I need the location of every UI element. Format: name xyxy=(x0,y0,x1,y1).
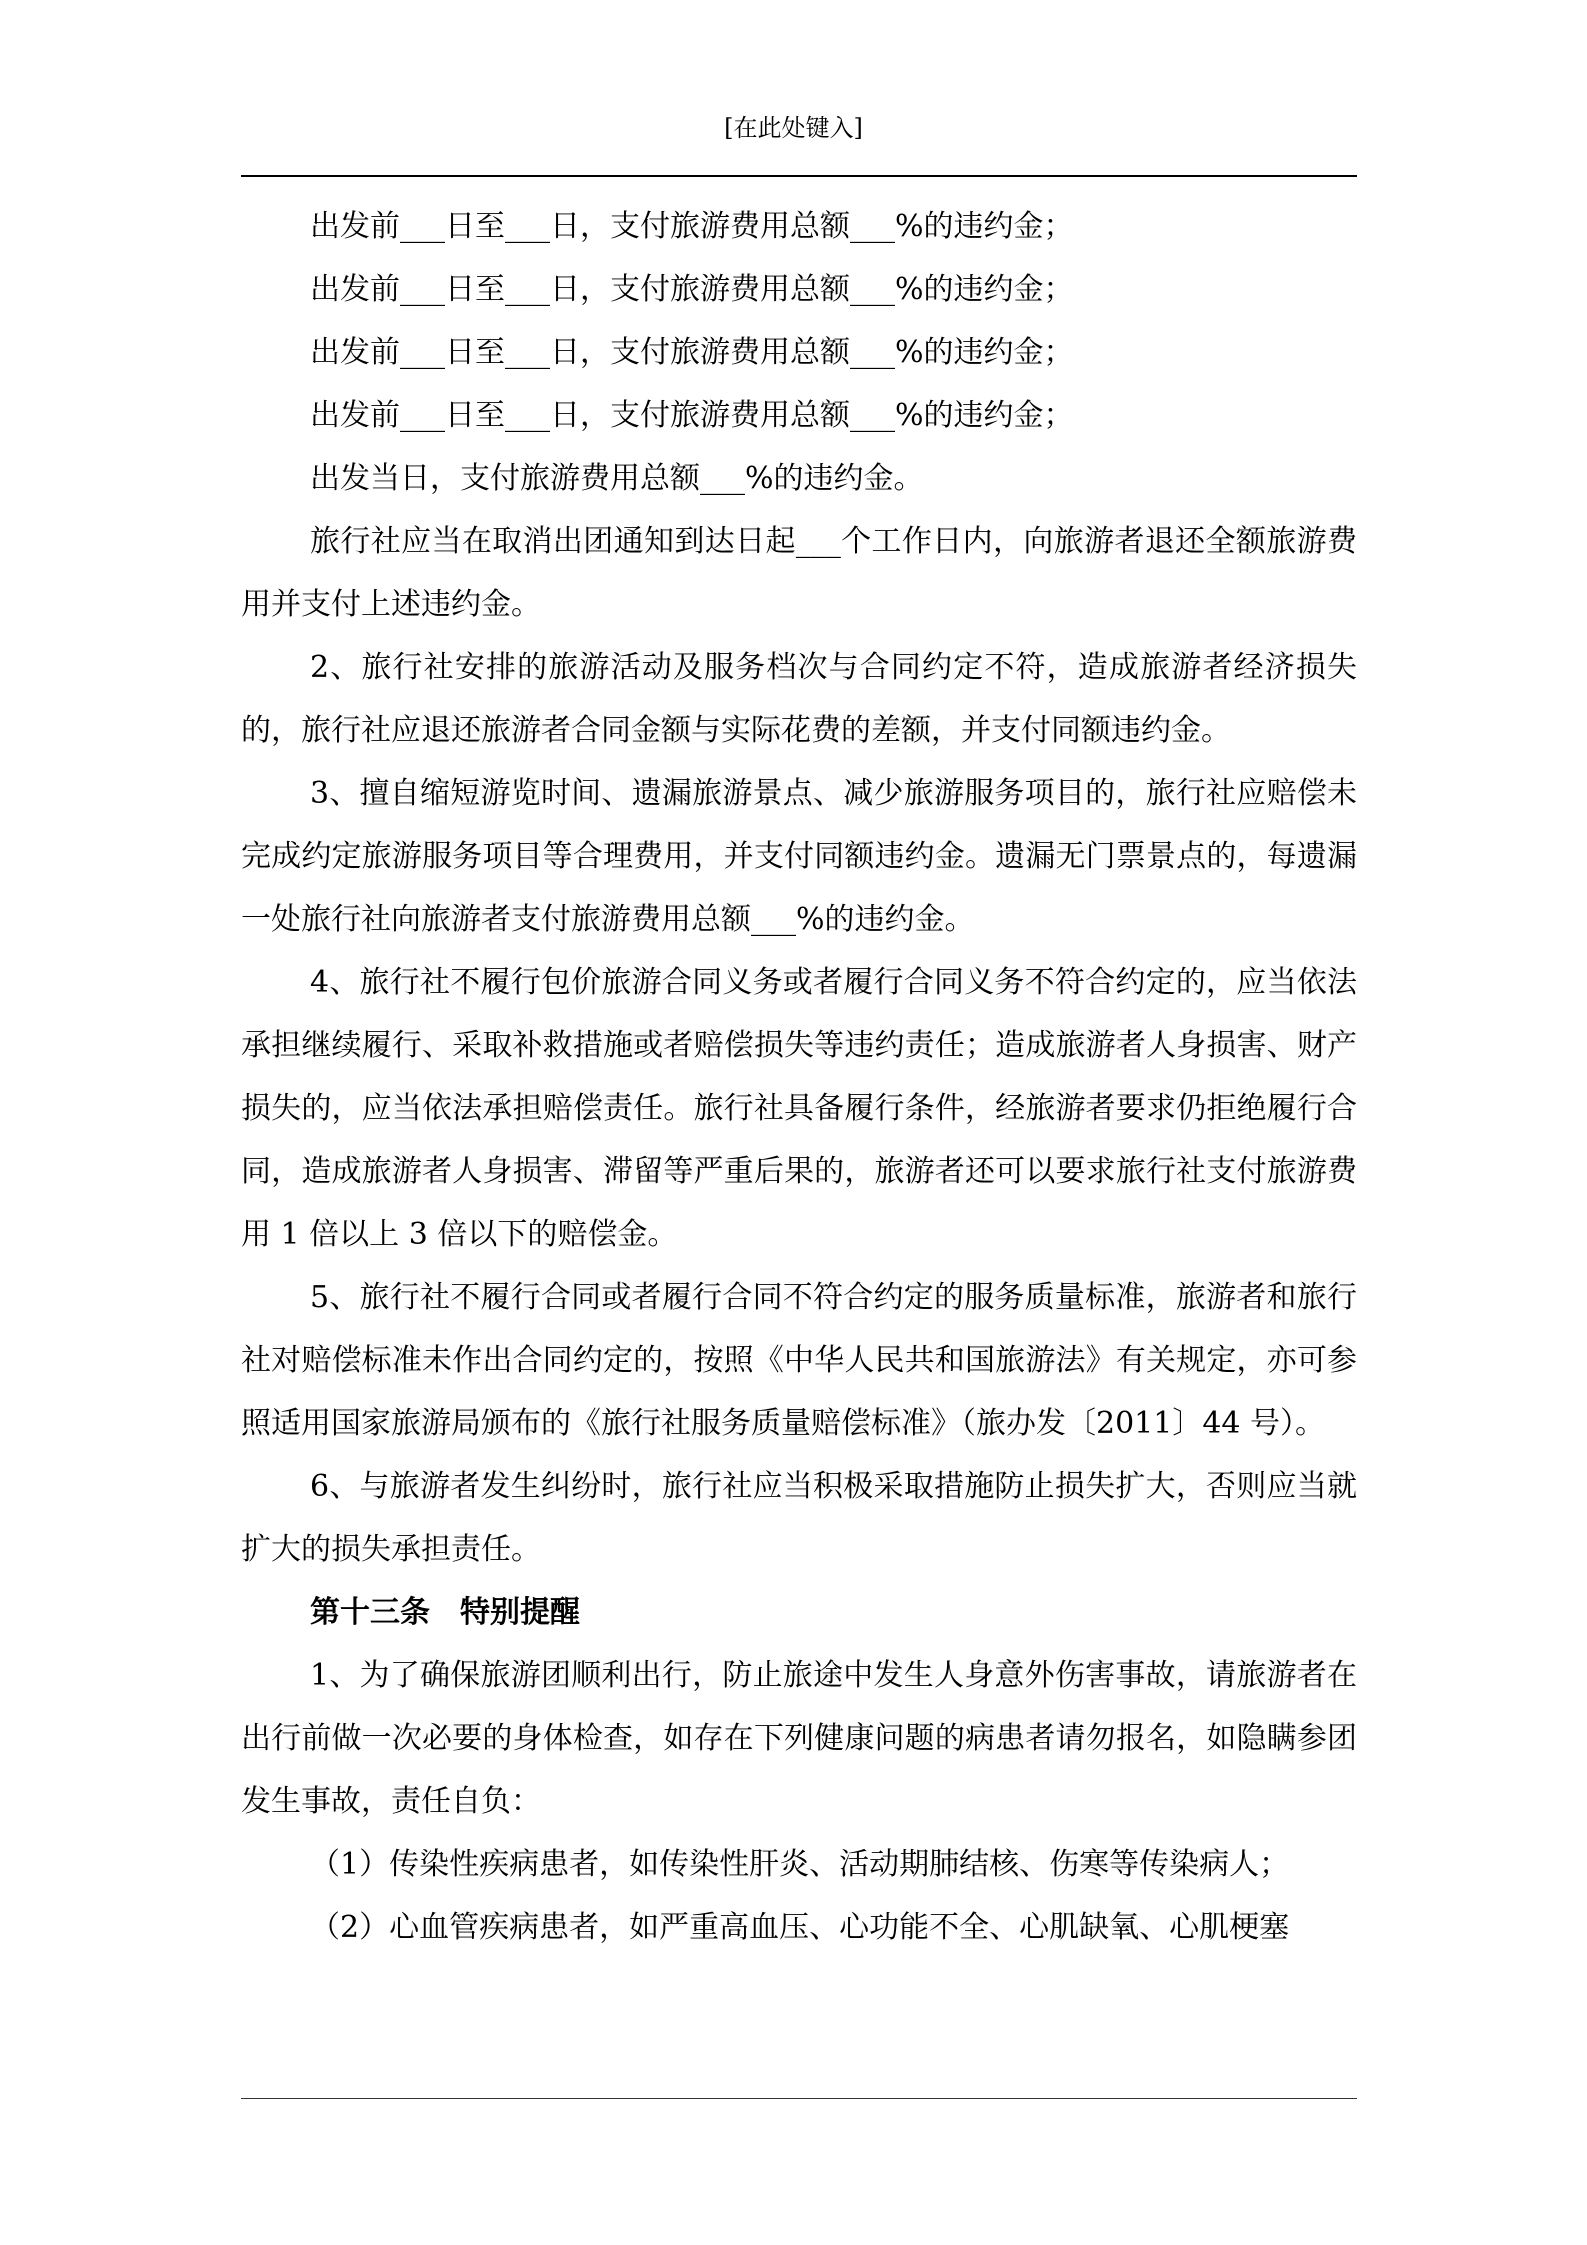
penalty-clause-1: 出发前___日至___日，支付旅游费用总额___%的违约金； xyxy=(310,209,1074,244)
penalty-clause-2: 出发前___日至___日，支付旅游费用总额___%的违约金； xyxy=(310,272,1074,307)
article-13-heading: 第十三条 特别提醒 xyxy=(310,1595,580,1630)
clause-4: 4、旅行社不履行包价旅游合同义务或者履行合同义务不符合约定的，应当依法承担继续履行、采取补救措施或者赔偿损失等违约责任；造成旅游者人身损害、财产损失的，应当依法承担赔偿责任。旅行社具备履行条件，经旅游者要求仍拒绝履行合同，造成旅游者人身损害、滞留等严重后果的，旅游者还可以要求旅行社支付旅游费用 1 倍以上 3 倍以下的赔偿金。 xyxy=(241,965,1357,1252)
clause-2: 2、旅行社安排的旅游活动及服务档次与合同约定不符，造成旅游者经济损失的，旅行社应退还旅游者合同金额与实际花费的差额，并支付同额违约金。 xyxy=(241,650,1357,748)
page-header: [在此处键入] xyxy=(724,114,863,142)
clause-6: 6、与旅游者发生纠纷时，旅行社应当积极采取措施防止损失扩大，否则应当就扩大的损失承担责任。 xyxy=(241,1469,1357,1567)
refund-clause: 旅行社应当在取消出团通知到达日起___个工作日内，向旅游者退还全额旅游费用并支付上述违约金。 xyxy=(241,524,1357,622)
penalty-clause-4: 出发前___日至___日，支付旅游费用总额___%的违约金； xyxy=(310,398,1074,433)
header-rule xyxy=(241,175,1357,177)
penalty-clause-3: 出发前___日至___日，支付旅游费用总额___%的违约金； xyxy=(310,335,1074,370)
document-body xyxy=(241,195,1357,1959)
footer-rule xyxy=(241,2098,1357,2099)
clause-3: 3、擅自缩短游览时间、遗漏旅游景点、减少旅游服务项目的，旅行社应赔偿未完成约定旅游服务项目等合理费用，并支付同额违约金。遗漏无门票景点的，每遗漏一处旅行社向旅游者支付旅游费用总额___%的违约金。 xyxy=(241,776,1357,937)
reminder-item-1: （1）传染性疾病患者，如传染性肝炎、活动期肺结核、伤寒等传染病人； xyxy=(310,1847,1290,1882)
clause-5: 5、旅行社不履行合同或者履行合同不符合约定的服务质量标准，旅游者和旅行社对赔偿标准未作出合同约定的，按照《中华人民共和国旅游法》有关规定，亦可参照适用国家旅游局颁布的《旅行社服务质量赔偿标准》（旅办发〔2011〕44 号）。 xyxy=(241,1280,1357,1441)
penalty-clause-departure-day: 出发当日，支付旅游费用总额___%的违约金。 xyxy=(310,461,924,496)
reminder-item-2: （2）心血管疾病患者，如严重高血压、心功能不全、心肌缺氧、心肌梗塞 xyxy=(310,1910,1290,1945)
reminder-1: 1、为了确保旅游团顺利出行，防止旅途中发生人身意外伤害事故，请旅游者在出行前做一次必要的身体检查，如存在下列健康问题的病患者请勿报名，如隐瞒参团发生事故，责任自负： xyxy=(241,1658,1357,1819)
